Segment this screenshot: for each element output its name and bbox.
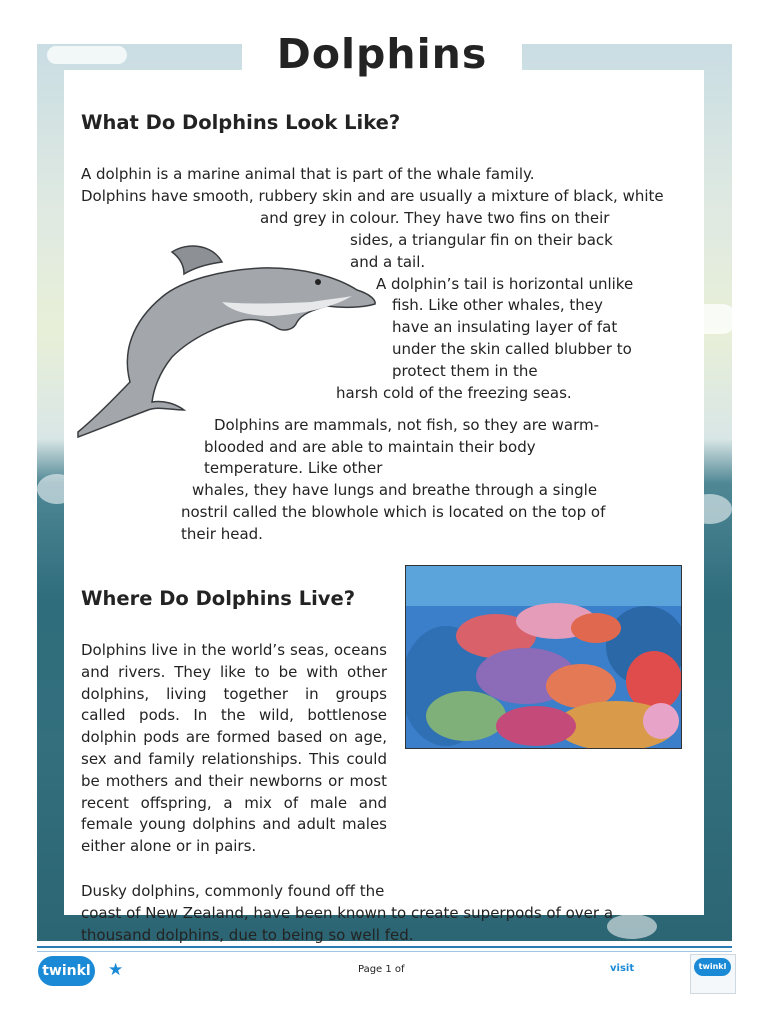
star-icon: ★	[108, 960, 124, 980]
text-line: harsh cold of the freezing seas.	[336, 384, 572, 402]
text-line: fish. Like other whales, they	[392, 296, 603, 314]
text-line: Dolphins have smooth, rubbery skin and are usually a mixture of black, white	[81, 187, 664, 205]
page-title: Dolphins	[276, 30, 488, 78]
page-number: Page 1 of	[358, 964, 405, 975]
text-line: whales, they have lungs and breathe through a single	[192, 481, 598, 499]
text-line: their head.	[181, 525, 263, 543]
section-heading-live: Where Do Dolphins Live?	[81, 587, 356, 610]
text-line: have an insulating layer of fat	[392, 318, 618, 336]
text-line: A dolphin’s tail is horizontal unlike	[376, 275, 634, 293]
wave-foam	[607, 914, 657, 939]
text-line: Dolphins are mammals, not fish, so they are warm-	[214, 416, 600, 434]
text-line: and grey in colour. They have two fins on their	[260, 209, 610, 227]
text-line: nostril called the blowhole which is located on the top of	[181, 503, 606, 521]
visit-link[interactable]: visit	[610, 963, 635, 974]
paragraph-live: Dolphins live in the world’s seas, oceans and rivers. They like to be with other dolphins, living together in groups called pods. In the wild, bottlenose dolphin pods are formed based on age, sex and family relationships. This could be mothers and their newborns or most recent offspring, a mix of male and female young dolphins and adult males either alone or in pairs.	[81, 641, 387, 856]
text-line: thousand dolphins, due to being so well fed.	[81, 926, 414, 944]
text-line: blooded and are able to maintain their body	[204, 438, 536, 456]
section-heading-look: What Do Dolphins Look Like?	[81, 111, 401, 134]
text-line: sides, a triangular fin on their back	[350, 231, 613, 249]
text-line: protect them in the	[392, 362, 538, 380]
footer-rule-light	[37, 951, 732, 952]
twinkl-badge-icon	[690, 954, 736, 994]
text-line: A dolphin is a marine animal that is part of the whale family.	[81, 165, 535, 183]
twinkl-logo-icon[interactable]: twinkl	[38, 956, 95, 986]
cloud	[47, 46, 127, 64]
dolphin-illustration	[72, 232, 380, 442]
text-line: under the skin called blubber to	[392, 340, 632, 358]
footer-rule	[37, 946, 732, 948]
badge-label: twinkl	[694, 958, 731, 976]
coral-reef-illustration	[405, 565, 682, 749]
text-line: coast of New Zealand, have been known to create superpods of over a	[81, 904, 614, 922]
text-line: and a tail.	[350, 253, 426, 271]
text-line: Dusky dolphins, commonly found off the	[81, 882, 385, 900]
text-line: temperature. Like other	[204, 459, 383, 477]
